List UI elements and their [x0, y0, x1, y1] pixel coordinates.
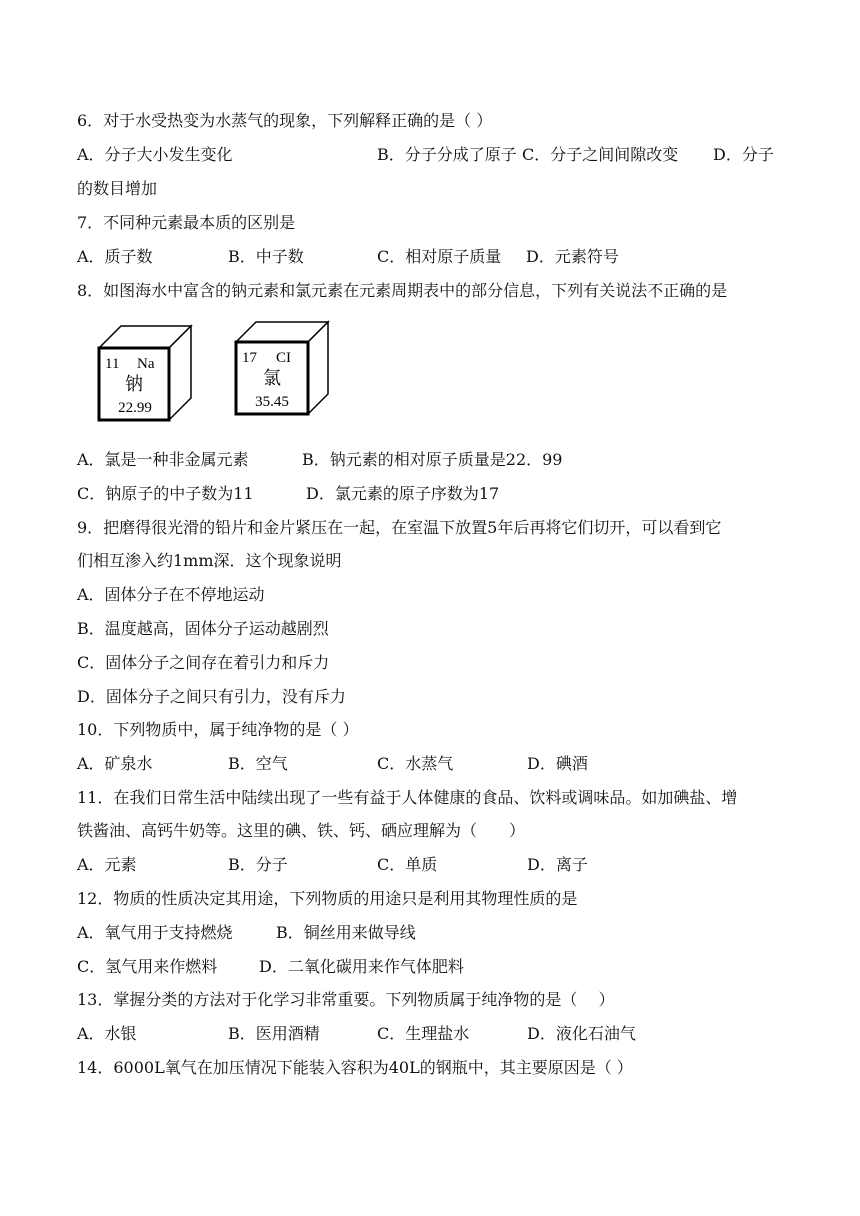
q6-option-b: B．分子分成了原子	[377, 145, 517, 164]
q11-option-b: B．分子	[228, 855, 288, 874]
q8-option-c: C．钠原子的中子数为11	[77, 484, 254, 503]
q10-option-c: C．水蒸气	[377, 754, 454, 773]
chlorine-symbol: CI	[276, 350, 291, 366]
q9-option-a: A．固体分子在不停地运动	[77, 585, 265, 604]
q6-stem: 6．对于水受热变为水蒸气的现象，下列解释正确的是（ ）	[77, 111, 493, 130]
q7-option-c: C．相对原子质量	[377, 247, 502, 266]
q13-option-a: A．水银	[77, 1024, 137, 1043]
chlorine-number: 17	[242, 350, 257, 366]
q12-option-d: D．二氧化碳用来作气体肥料	[259, 957, 464, 976]
q9-option-b: B．温度越高，固体分子运动越剧烈	[77, 619, 329, 638]
q12-option-b: B．铜丝用来做导线	[276, 923, 416, 942]
q6-option-c: C．分子之间间隙改变	[522, 145, 679, 164]
q6-option-a: A．分子大小发生变化	[77, 145, 233, 164]
q11-option-a: A．元素	[77, 855, 137, 874]
q10-option-a: A．矿泉水	[77, 754, 153, 773]
sodium-name: 钠	[125, 374, 143, 394]
q13-option-b: B．医用酒精	[228, 1024, 320, 1043]
q14-stem: 14．6000L氧气在加压情况下能装入容积为40L的钢瓶中，其主要原因是（ ）	[77, 1058, 633, 1077]
q6-option-d: D．分子	[713, 145, 774, 164]
q8-stem: 8．如图海水中富含的钠元素和氯元素在元素周期表中的部分信息，下列有关说法不正确的是	[77, 281, 728, 300]
q7-stem: 7．不同种元素最本质的区别是	[77, 213, 296, 232]
q9-option-d: D．固体分子之间只有引力，没有斥力	[77, 687, 346, 706]
q12-option-a: A．氧气用于支持燃烧	[77, 923, 233, 942]
sodium-symbol: Na	[137, 356, 155, 372]
q9-option-c: C．固体分子之间存在着引力和斥力	[77, 653, 330, 672]
q11-stem-line1: 11．在我们日常生活中陆续出现了一些有益于人体健康的食品、饮料或调味品。如加碘盐、增	[77, 788, 738, 807]
q8-option-d: D．氯元素的原子序数为17	[306, 484, 500, 503]
q12-stem: 12．物质的性质决定其用途，下列物质的用途只是利用其物理性质的是	[77, 889, 578, 908]
q8-option-b: B．钠元素的相对原子质量是22．99	[302, 450, 563, 469]
q12-option-c: C．氢气用来作燃料	[77, 957, 218, 976]
q8-option-a: A．氯是一种非金属元素	[77, 450, 249, 469]
q13-option-c: C．生理盐水	[377, 1024, 470, 1043]
chlorine-element-card	[232, 318, 332, 422]
q11-option-c: C．单质	[377, 855, 438, 874]
q10-option-b: B．空气	[228, 754, 288, 773]
q6-option-d-continued: 的数目增加	[77, 179, 158, 198]
q7-option-b: B．中子数	[228, 247, 304, 266]
q9-stem-line2: 们相互渗入约1mm深．这个现象说明	[77, 551, 342, 570]
q10-stem: 10．下列物质中，属于纯净物的是（ ）	[77, 720, 359, 739]
q9-stem-line1: 9．把磨得很光滑的铅片和金片紧压在一起，在室温下放置5年后再将它们切开，可以看到它	[77, 518, 722, 537]
q10-option-d: D．碘酒	[527, 754, 588, 773]
q7-option-d: D．元素符号	[526, 247, 619, 266]
chlorine-name: 氯	[263, 368, 281, 388]
sodium-element-card	[95, 322, 195, 426]
q7-option-a: A．质子数	[77, 247, 153, 266]
q11-option-d: D．离子	[527, 855, 588, 874]
chlorine-mass: 35.45	[255, 394, 289, 410]
sodium-number: 11	[105, 356, 120, 372]
q13-stem: 13．掌握分类的方法对于化学习非常重要。下列物质属于纯净物的是（ ）	[77, 990, 615, 1009]
q13-option-d: D．液化石油气	[527, 1024, 636, 1043]
sodium-mass: 22.99	[118, 400, 152, 416]
q11-stem-line2: 铁酱油、高钙牛奶等。这里的碘、铁、钙、硒应理解为（ ）	[77, 821, 526, 840]
